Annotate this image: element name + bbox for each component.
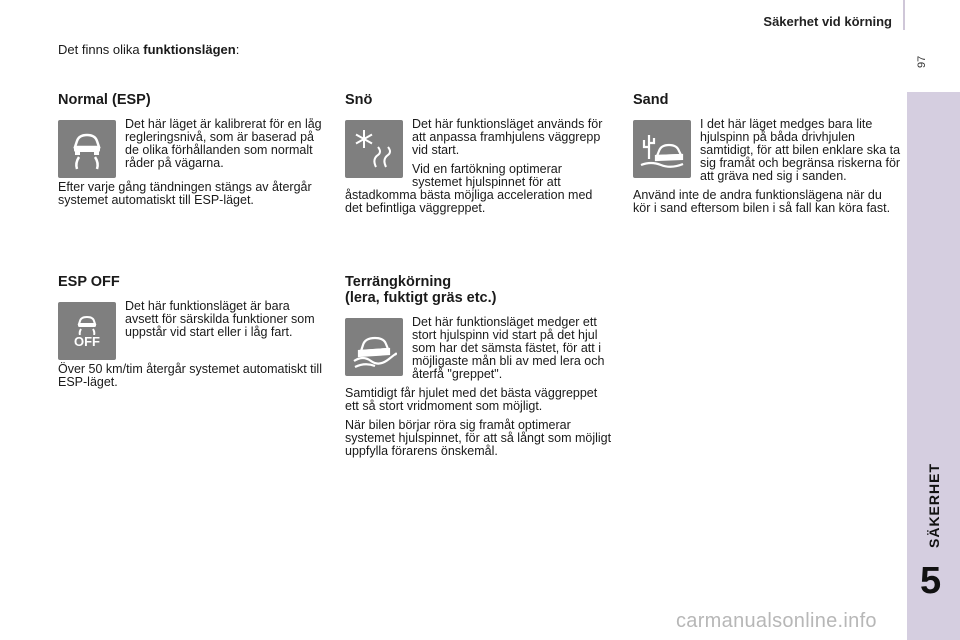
- mode-esp-off-section: [58, 274, 326, 395]
- header-divider: [903, 0, 905, 30]
- mode-snow-title: Snö: [345, 92, 373, 108]
- mode-terrain-section: [345, 274, 613, 464]
- intro-text: Det finns olika funktionslägen:: [58, 42, 240, 57]
- chapter-number: 5: [920, 560, 942, 602]
- intro-bold: funktionslägen: [143, 42, 236, 57]
- car-skid-icon: [58, 120, 116, 178]
- mode-esp-off-after: Över 50 km/tim återgår systemet automatiskt till ESP-läget.: [58, 362, 322, 389]
- mode-sand-text: I det här läget medges bara lite hjulspinn på båda drivhjulen samtidigt, för att bilen enklare ska ta sig framåt och begränsa riskerna för att gräva ned sig i sanden.: [700, 118, 901, 183]
- mode-terrain-title: Terrängkörning (lera, fuktigt gräs etc.): [345, 274, 497, 306]
- sand-cactus-icon: [633, 120, 691, 178]
- chapter-side-tab: [907, 92, 960, 640]
- watermark: carmanualsonline.info: [676, 610, 877, 632]
- mode-sand-title: Sand: [633, 92, 669, 108]
- esp-off-icon: [58, 302, 116, 360]
- mode-sand-after: Använd inte de andra funktionslägena när du kör i sand eftersom bilen i så fall kan köra fast.: [633, 188, 891, 215]
- section-title: Säkerhet vid körning: [763, 14, 892, 29]
- esp-off-icon-label: OFF: [74, 334, 100, 349]
- page-number: 97: [916, 55, 928, 68]
- chapter-side-tab-label: SÄKERHET: [926, 462, 942, 548]
- mode-terrain-text: Det här funktionsläget medger ett stort hjulspinn vid start på det hjul som har det sämsta fästet, för att i möjligaste mån bli av med lera och återfå "greppet".: [412, 316, 605, 381]
- snowflake-tracks-icon: [345, 120, 403, 178]
- mode-normal-title: Normal (ESP): [58, 92, 151, 108]
- mode-esp-off-text: Det här funktionsläget är bara avsett för särskilda funktioner som uppstår vid start eller i låg fart.: [125, 300, 315, 339]
- mode-normal-section: [58, 92, 326, 213]
- mode-terrain-after1: Samtidigt får hjulet med det bästa väggreppet ett så stort vridmoment som möjligt.: [345, 386, 598, 413]
- mode-snow-text1: Det här funktionsläget används för att anpassa framhjulens väggrepp vid start.: [412, 118, 603, 157]
- mode-normal-after: Efter varje gång tändningen stängs av återgår systemet automatiskt till ESP-läget.: [58, 180, 312, 207]
- mode-normal-text: Det här läget är kalibrerat för en låg regleringsnivå, som är baserad på de olika förhållanden som normalt råder på vägarna.: [125, 118, 322, 170]
- mud-car-icon: [345, 318, 403, 376]
- mode-snow-section: [345, 92, 613, 221]
- mode-esp-off-title: ESP OFF: [58, 274, 120, 290]
- mode-sand-section: [633, 92, 901, 221]
- mode-terrain-after2: När bilen börjar röra sig framåt optimerar systemet hjulspinnet, för att så långt som möjligt uppfylla förarens önskemål.: [345, 418, 612, 458]
- mode-snow-text2: Vid en fartökning optimerar systemet hjulspinnet för att åstadkomma bästa möjliga acceleration med det befintliga väggreppet.: [345, 162, 593, 215]
